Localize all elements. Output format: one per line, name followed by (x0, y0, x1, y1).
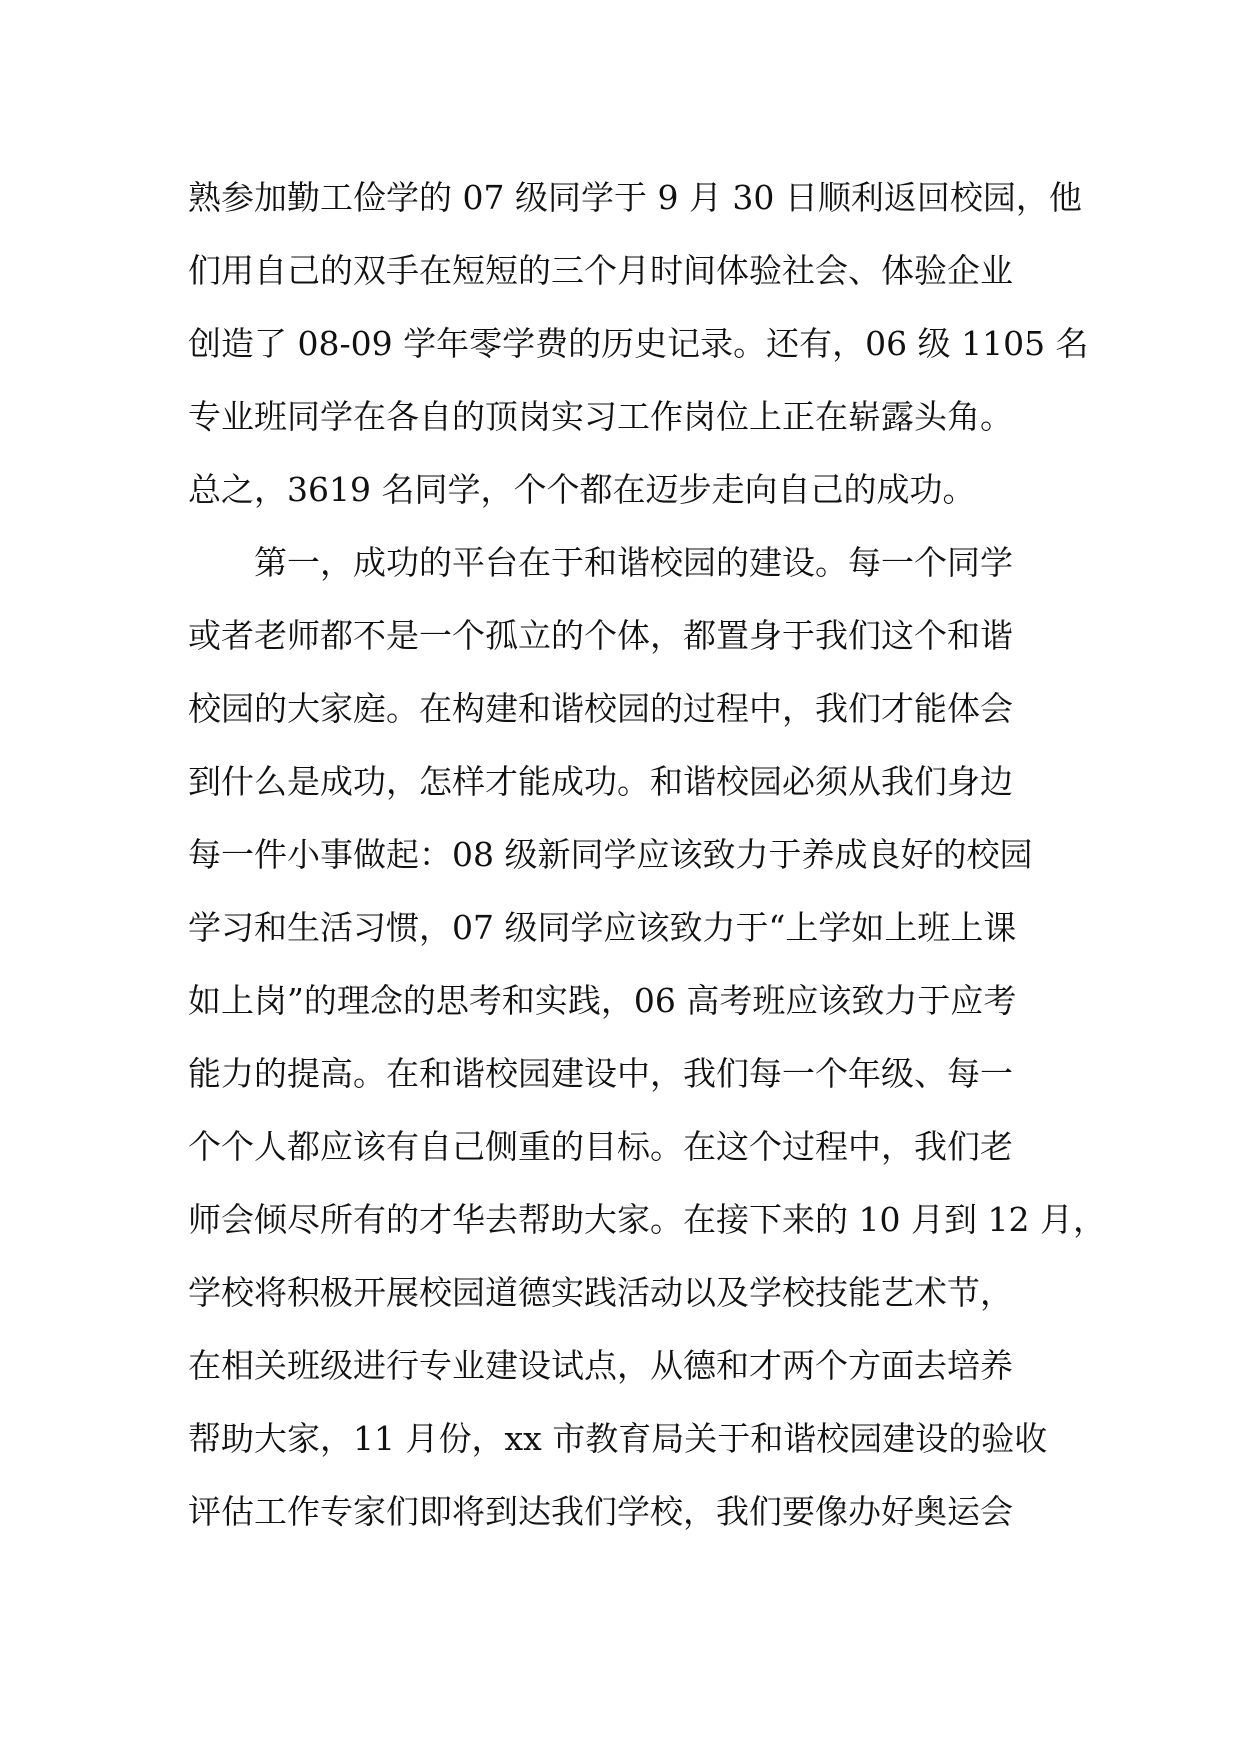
text-line-7: 或者老师都不是一个孤立的个体，都置身于我们这个和谐 (188, 616, 1013, 655)
text-line-8: 校园的大家庭。在构建和谐校园的过程中，我们才能体会 (188, 689, 1013, 728)
text-line-13: 能力的提高。在和谐校园建设中，我们每一个年级、每一 (188, 1054, 1013, 1093)
text-line-19: 评估工作专家们即将到达我们学校，我们要像办好奥运会 (188, 1492, 1013, 1531)
text-line-10: 每一件小事做起：08 级新同学应该致力于养成良好的校园 (188, 835, 1033, 874)
text-line-14: 个个人都应该有自己侧重的目标。在这个过程中，我们老 (188, 1127, 1013, 1166)
text-line-18: 帮助大家，11 月份，xx 市教育局关于和谐校园建设的验收 (188, 1419, 1048, 1458)
text-line-9: 到什么是成功，怎样才能成功。和谐校园必须从我们身边 (188, 762, 1013, 801)
text-line-11: 学习和生活习惯，07 级同学应该致力于“上学如上班上课 (188, 908, 1017, 947)
text-line-1: 熟参加勤工俭学的 07 级同学于 9 月 30 日顺利返回校园，他 (188, 178, 1082, 217)
text-line-16: 学校将积极开展校园道德实践活动以及学校技能艺术节， (188, 1273, 1013, 1312)
paragraph-start-line: 第一，成功的平台在于和谐校园的建设。每一个同学 (254, 543, 1013, 582)
text-line-4: 专业班同学在各自的顶岗实习工作岗位上正在崭露头角。 (188, 397, 1013, 436)
body-text (188, 168, 1106, 1555)
text-line-12: 如上岗”的理念的思考和实践，06 高考班应该致力于应考 (188, 981, 1017, 1020)
text-line-3: 创造了 08-09 学年零学费的历史记录。还有，06 级 1105 名 (188, 324, 1089, 363)
text-line-2: 们用自己的双手在短短的三个月时间体验社会、体验企业 (188, 251, 1013, 290)
text-line-17: 在相关班级进行专业建设试点，从德和才两个方面去培养 (188, 1346, 1013, 1385)
text-line-5: 总之，3619 名同学，个个都在迈步走向自己的成功。 (188, 470, 976, 509)
text-line-15: 师会倾尽所有的才华去帮助大家。在接下来的 10 月到 12 月， (188, 1200, 1106, 1239)
